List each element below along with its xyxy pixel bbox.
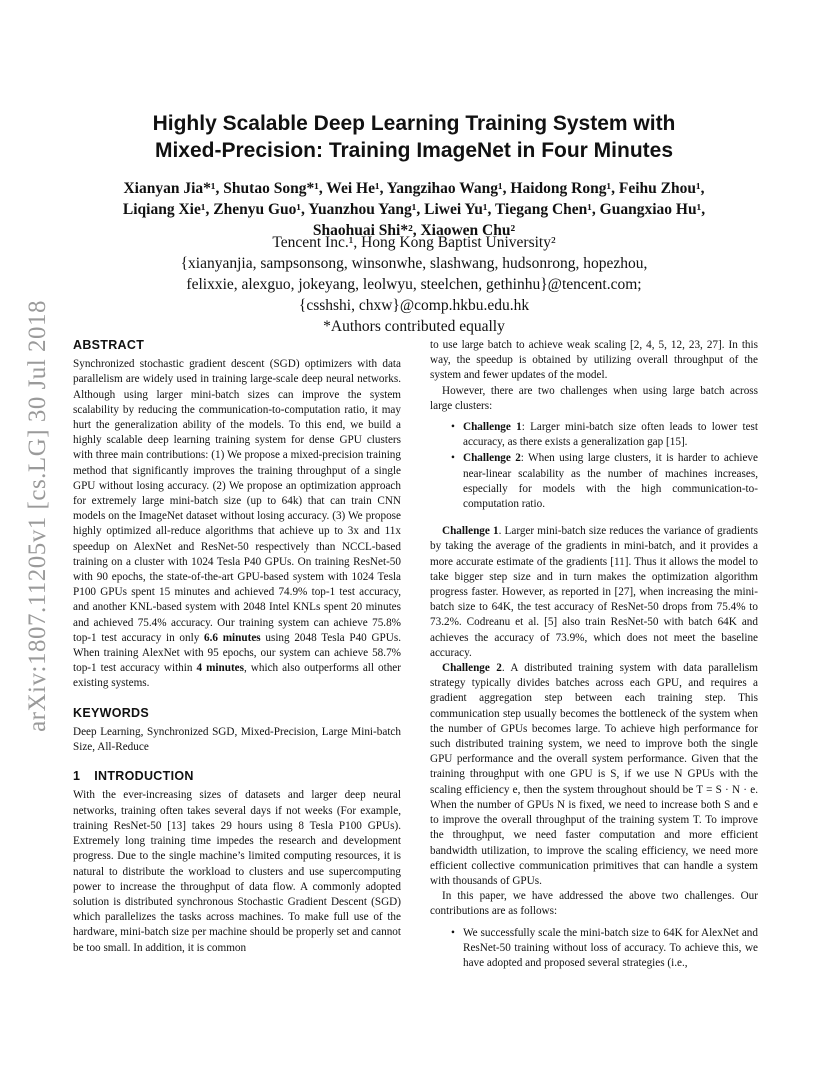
intro-continued-paragraph: to use large batch to achieve weak scaling [2, 4, 5, 12, 23, 27]. In this way, the speedup is obtained by utilizing overall throughput of the system and fewer updates of the model.: [430, 339, 758, 382]
abstract-heading: ABSTRACT: [73, 338, 145, 352]
authors-line-3: Shaohuai Shi*², Xiaowen Chu²: [312, 222, 516, 239]
affiliations: [70, 232, 758, 337]
bullet-icon: •: [451, 452, 455, 465]
title-line-1: Highly Scalable Deep Learning Training System with: [152, 112, 676, 135]
arxiv-identifier-sidebar: [24, 300, 56, 732]
equal-contribution-note: *Authors contributed equally: [323, 318, 505, 335]
emails-line-1: {xianyanjia, sampsonsong, winsonwhe, slashwang, hudsonrong, hopezhou,: [180, 255, 648, 272]
keywords-text: Deep Learning, Synchronized SGD, Mixed-Precision, Large Mini-batch Size, All-Reduce: [73, 725, 401, 754]
contributions-list: [430, 926, 758, 972]
challenge-2-paragraph: Challenge 2. A distributed training system with data parallelism strategy typically divides batches across each GPU, and requires a gradient aggregation step between each training step. This communication step usually becomes the bottleneck of the system when the number of GPUs becomes large. To achieve high performance for such distributed training system, we need to improve both the single GPU performance and the overall system performance. Given that the training throughput with one GPU is S, if we use N GPUs with the scaling efficiency e, then the system throughout should be T = S · N · e. When the number of GPUs N is fixed, we need to increase both S and e to improve the overall throughput of the training system T. To improve the throughput, we need faster computation and more efficient bandwidth utilization, to improve the scaling efficiency, we need more efficient collective communication primitives that can handle a system with thousands of GPUs.: [430, 662, 758, 887]
emails-line-3: {csshshi, chxw}@comp.hkbu.edu.hk: [298, 297, 530, 314]
right-column: [430, 338, 758, 977]
section-number: 1: [73, 769, 81, 784]
institutions: Tencent Inc.¹, Hong Kong Baptist University²: [272, 234, 556, 251]
keywords-heading: KEYWORDS: [73, 705, 150, 720]
abstract-text: Synchronized stochastic gradient descent (SGD) optimizers with data parallelism are widely used in training large-scale deep neural networks. Although using larger mini-batch sizes can improve the system scalability by reducing the communication-to-computation ratio, it may hurt the generalization ability of the models. To this end, we build a highly scalable deep learning training system for dense GPU clusters with three main contributions: (1) We propose a mixed-precision training method that significantly improves the training throughput of a single GPU without losing accuracy. (2) We propose an optimization approach for extremely large mini-batch size (up to 64k) that can train CNN models on the ImageNet dataset without losing accuracy. (3) We propose highly optimized all-reduce algorithms that achieve up to 3x and 11x speedup on AlexNet and ResNet-50 respectively than NCCL-based training on a cluster with 1024 Tesla P40 GPUs. On training ResNet-50 with 90 epochs, the state-of-the-art GPU-based system with 1024 Tesla P100 GPUs spent 15 minutes and achieved 74.9% top-1 test accuracy, and another KNL-based system with 2048 Intel KNLs spent 20 minutes and achieved 75.4% accuracy. Our training system can achieve 75.8% top-1 test accuracy in only 6.6 minutes using 2048 Tesla P40 GPUs. When training AlexNet with 95 epochs, our system can achieve 58.7% top-1 test accuracy within 4 minutes, which also outperforms all other existing systems.: [73, 358, 402, 690]
contributions-intro-paragraph: In this paper, we have addressed the above two challenges. Our contributions are as follows:: [430, 890, 758, 918]
challenges-intro-paragraph: However, there are two challenges when using large batch across large clusters:: [430, 384, 758, 412]
introduction-paragraph: With the ever-increasing sizes of datasets and larger deep neural networks, training often takes several days if not weeks (For example, training ResNet-50 [13] takes 29 hours using 8 Tesla P100 GPUs). Extremely long training time impedes the research and development progress. Due to the single machine’s limited computing resources, it is natural to distribute the workload to clusters and use supercomputing power to increase the throughput of data flow. A commonly adopted solution is distributed synchronous Stochastic Gradient Descent (SGD) which parallelizes the tasks across machines. To make full use of the hardware, mini-batch size per machine should be properly set and cannot be too small. In addition, it is common: [73, 789, 401, 954]
challenge-1-paragraph: Challenge 1. Larger mini-batch size reduces the variance of gradients by taking the average of the gradients in mini-batch, and it provides a more accurate estimate of the gradients [11]. Thus it allows the model to take bigger step size and in turn makes the optimization algorithm progress faster. However, as reported in [27], when increasing the mini-batch size to 64K, the test accuracy of ResNet-50 drops from 75.4% to 73.2%. Codreanu et al. [5] also train ResNet-50 with batch 64K and achieves the accuracy of 73.9%, which does not meet the baseline accuracy.: [430, 525, 758, 659]
paper-title: [90, 110, 738, 164]
list-item: • Challenge 1: Larger mini-batch size often leads to lower test accuracy, as there exists a generalization gap [15].: [451, 421, 759, 449]
introduction-heading: [73, 769, 401, 784]
emails-line-2: felixxie, alexguo, jokeyang, leolwyu, steelchen, gethinhu}@tencent.com;: [186, 276, 642, 293]
title-line-2: Mixed-Precision: Training ImageNet in Four Minutes: [154, 139, 674, 162]
list-item: • We successfully scale the mini-batch size to 64K for AlexNet and ResNet-50 training without loss of accuracy. To achieve this, we have adopted and proposed several strategies (i.e.,: [451, 926, 758, 969]
bullet-icon: •: [451, 926, 455, 939]
arxiv-id-text: arXiv:1807.11205v1 [cs.LG] 30 Jul 2018: [24, 300, 51, 732]
section-title: INTRODUCTION: [94, 769, 194, 784]
abstract-bold-time-2: 4 minutes: [196, 662, 244, 675]
bullet-icon: •: [451, 421, 455, 434]
abstract-bold-time: 6.6 minutes: [204, 631, 261, 644]
left-column: [73, 338, 401, 956]
authors-line-2: Liqiang Xie¹, Zhenyu Guo¹, Yuanzhou Yang¹, Liwei Yu¹, Tiegang Chen¹, Guangxiao Hu¹,: [122, 201, 706, 218]
list-item: • Challenge 2: When using large clusters, it is harder to achieve near-linear scalability as the number of machines increases, especially for models with the high communication-to-computation ratio.: [451, 452, 758, 511]
authors-line-1: Xianyan Jia*¹, Shutao Song*¹, Wei He¹, Yangzihao Wang¹, Haidong Rong¹, Feihu Zhou¹,: [123, 180, 705, 197]
challenges-list: [430, 420, 758, 512]
